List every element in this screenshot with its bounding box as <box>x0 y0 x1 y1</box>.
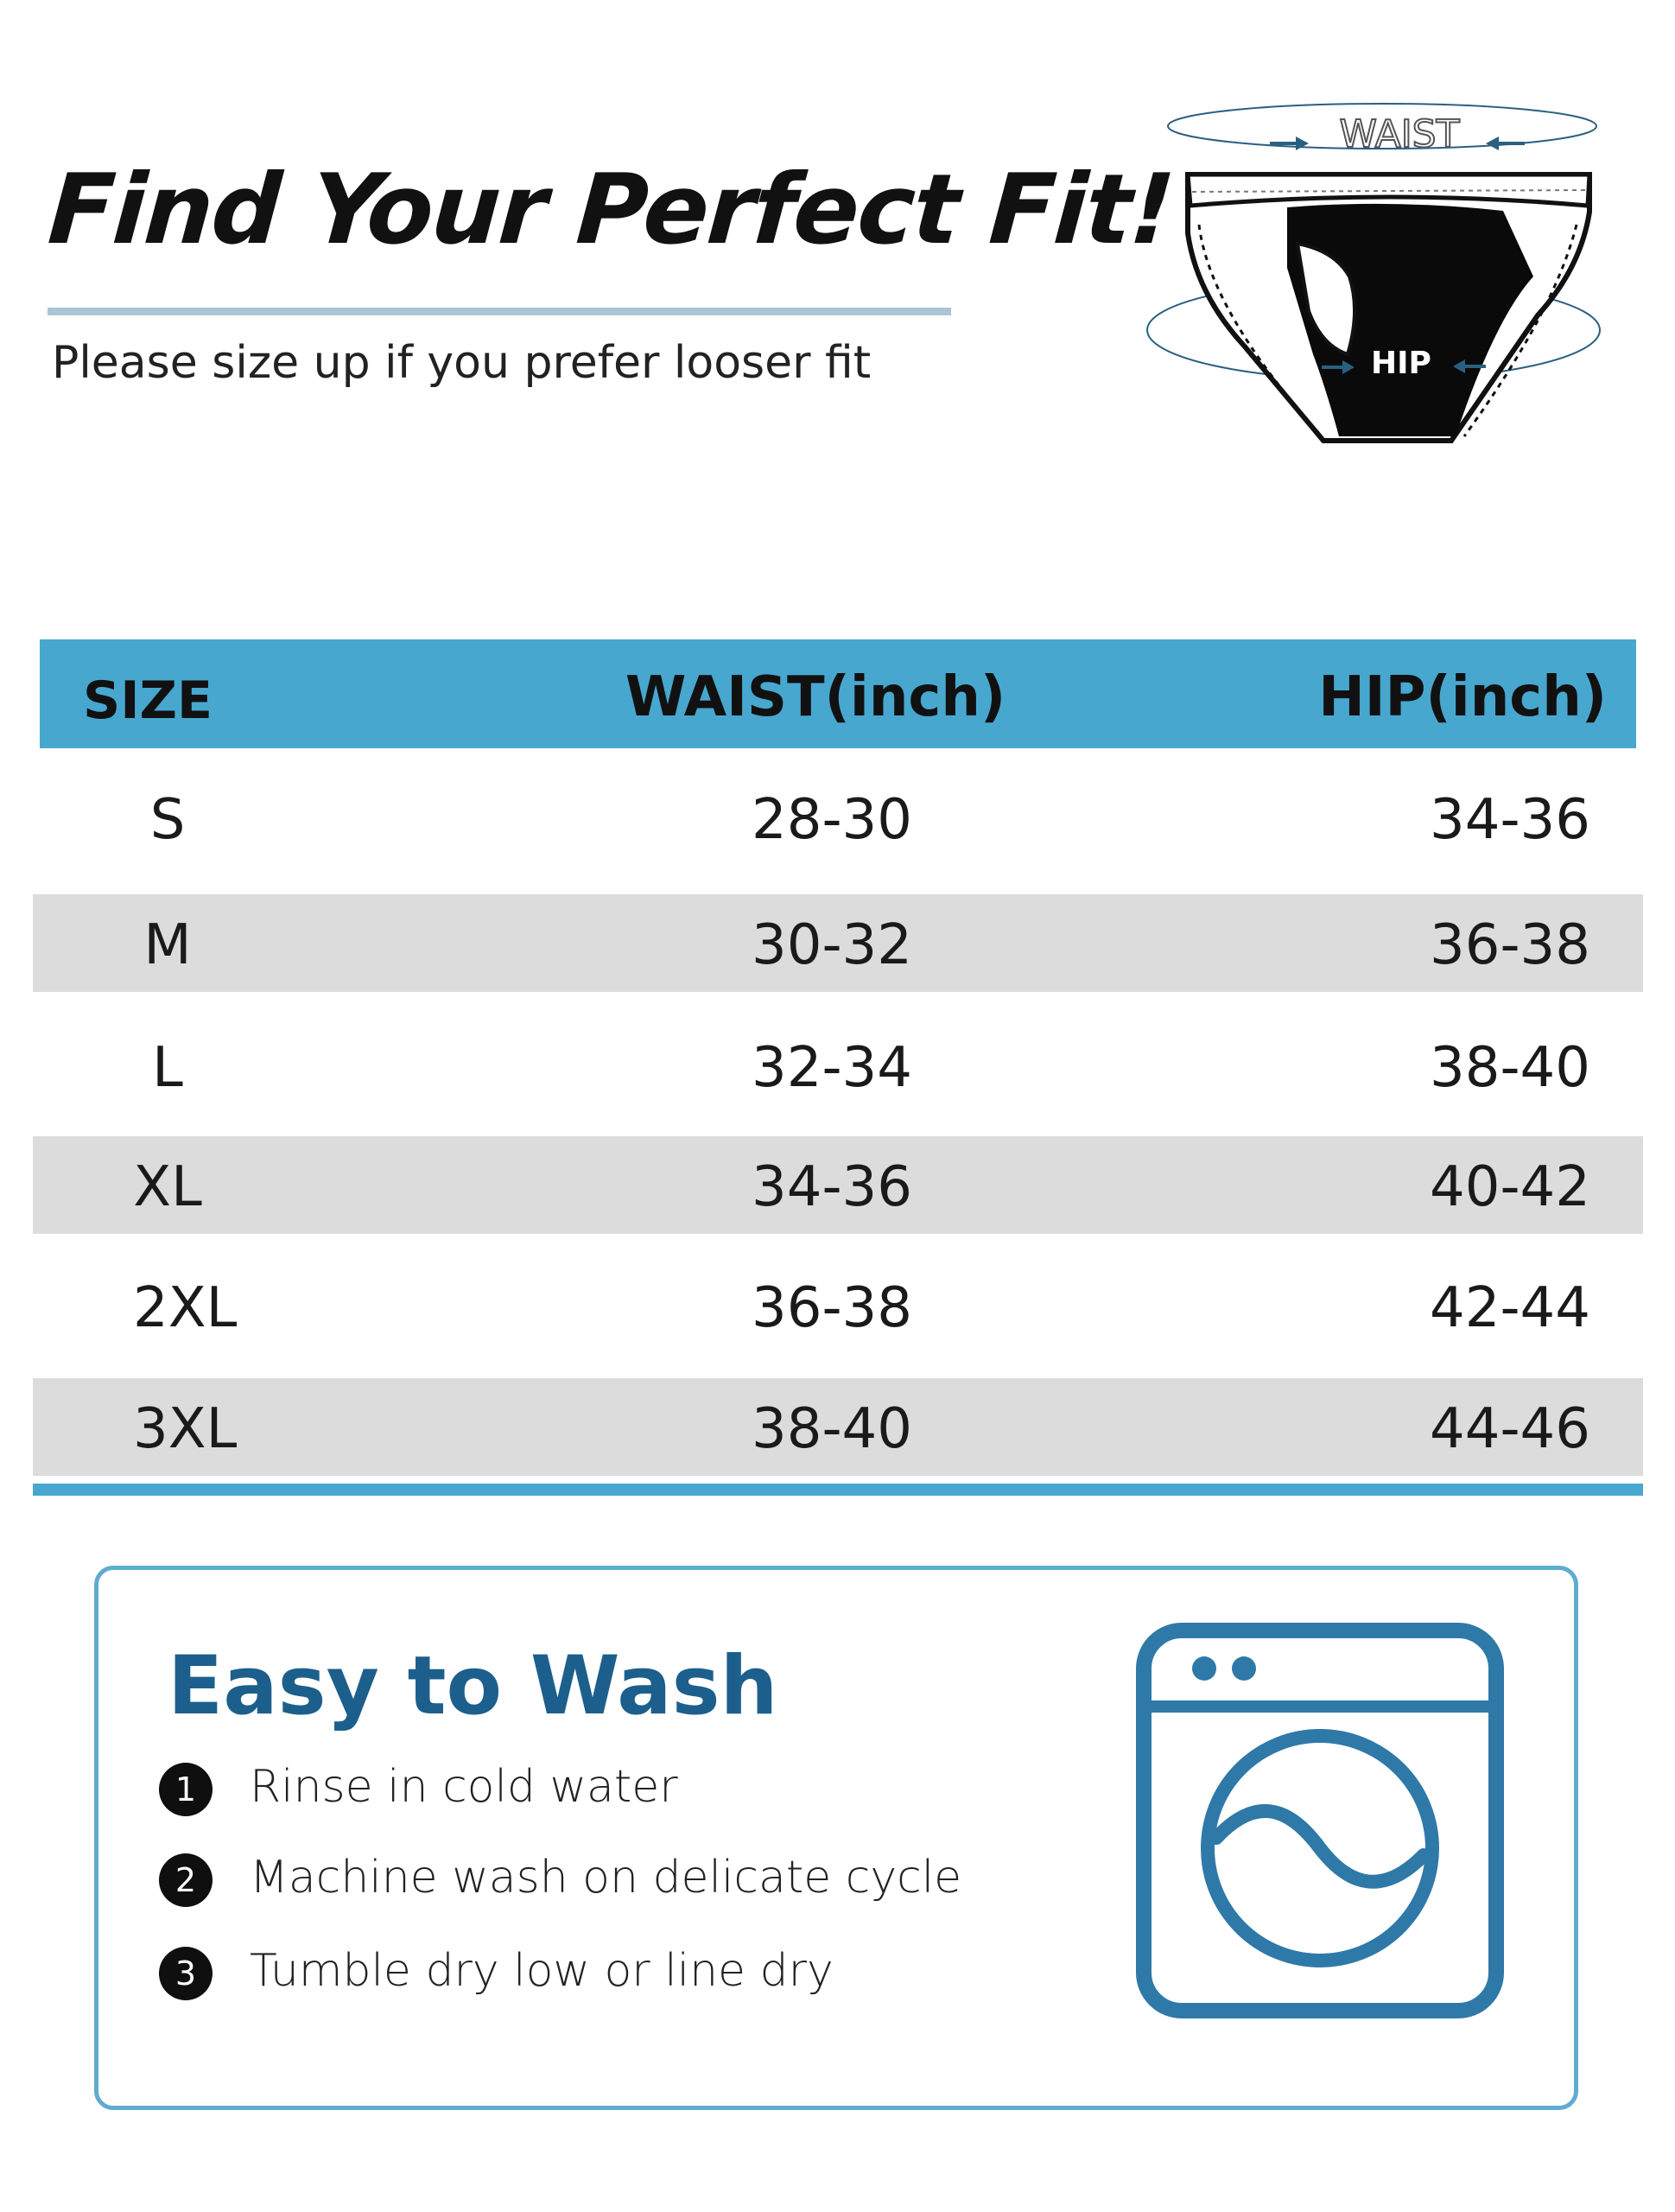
table-row <box>33 1136 1643 1234</box>
cell-waist: 28-30 <box>752 788 912 852</box>
wash-title: Easy to Wash <box>168 1639 778 1733</box>
waist-arrow-right-icon <box>1486 137 1499 150</box>
cell-hip: 34-36 <box>1430 788 1590 852</box>
cell-size: 3XL <box>133 1397 238 1461</box>
header-size: SIZE <box>83 671 213 731</box>
title-divider <box>48 308 951 315</box>
page-title: Find Your Perfect Fit! <box>45 154 1177 266</box>
cell-waist: 38-40 <box>752 1397 912 1461</box>
step-text: Tumble dry low or line dry <box>250 1945 834 1997</box>
washing-machine-icon <box>1135 1622 1507 2019</box>
step-text: Machine wash on delicate cycle <box>250 1852 962 1904</box>
wash-instructions-card <box>94 1566 1578 2110</box>
step-number-badge: 1 <box>159 1763 213 1816</box>
step-number-badge: 2 <box>159 1853 213 1907</box>
cell-hip: 42-44 <box>1430 1276 1590 1340</box>
cell-hip: 40-42 <box>1430 1155 1590 1219</box>
table-header <box>40 639 1636 748</box>
cell-hip: 36-38 <box>1430 913 1590 977</box>
table-row <box>33 894 1643 992</box>
hip-label: HIP <box>1371 346 1431 381</box>
header-waist: WAIST(inch) <box>625 665 1006 729</box>
cell-size: S <box>149 788 186 852</box>
table-row <box>33 1257 1643 1355</box>
cell-waist: 32-34 <box>752 1036 912 1100</box>
briefs-measurement-diagram <box>1140 95 1624 467</box>
waist-arrow-left-icon <box>1296 137 1309 150</box>
cell-waist: 30-32 <box>752 913 912 977</box>
cell-size: M <box>143 913 192 977</box>
cell-hip: 38-40 <box>1430 1036 1590 1100</box>
cell-size: L <box>152 1036 183 1100</box>
waist-label: WAIST <box>1339 112 1460 156</box>
cell-waist: 36-38 <box>752 1276 912 1340</box>
cell-size: XL <box>133 1155 202 1219</box>
step-text: Rinse in cold water <box>250 1761 678 1813</box>
cell-hip: 44-46 <box>1430 1397 1590 1461</box>
table-row <box>33 1017 1643 1115</box>
page-subtitle: Please size up if you prefer looser fit <box>52 337 872 389</box>
step-number-badge: 3 <box>159 1947 213 2000</box>
table-row <box>33 1378 1643 1476</box>
cell-size: 2XL <box>133 1276 238 1340</box>
cell-waist: 34-36 <box>752 1155 912 1219</box>
table-bottom-border <box>33 1484 1643 1496</box>
table-row <box>33 769 1643 867</box>
header-hip: HIP(inch) <box>1318 665 1607 729</box>
